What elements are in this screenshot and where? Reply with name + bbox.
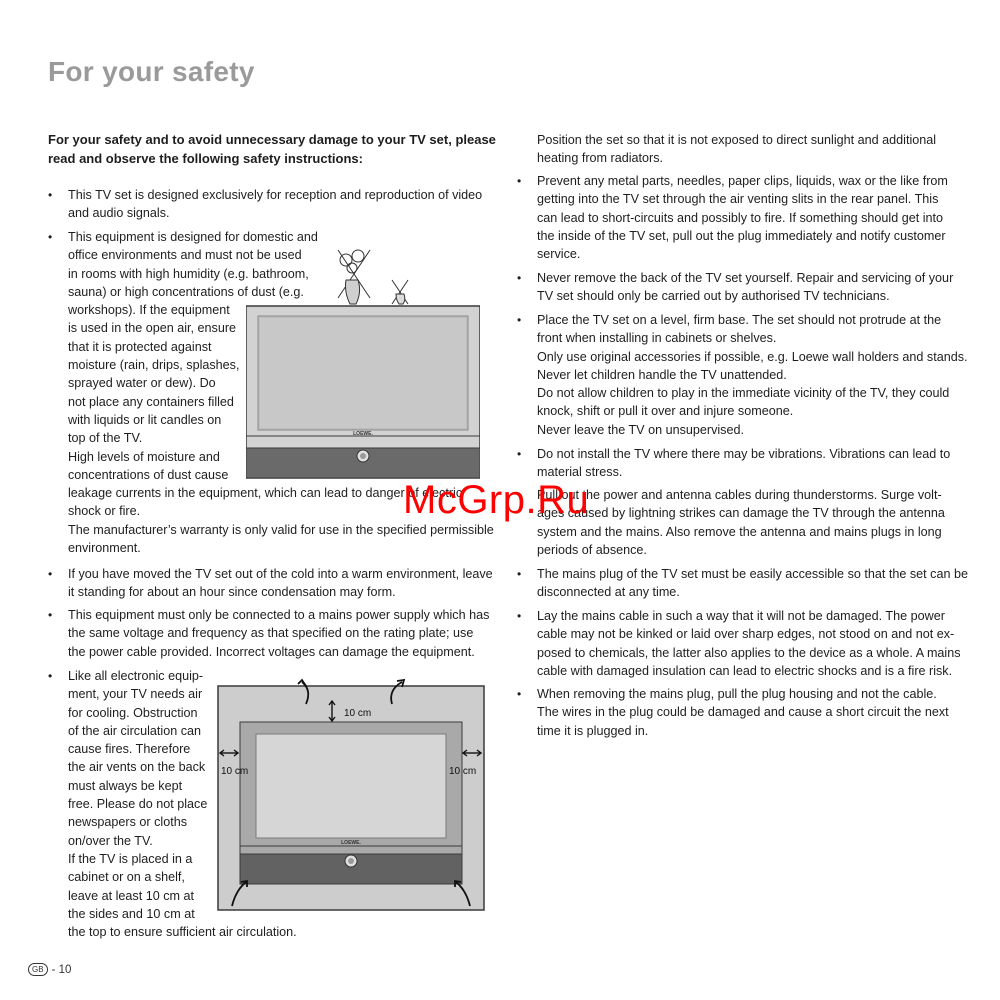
text-line: sprayed water or dew). Do: [68, 376, 216, 391]
text-line: that it is protected against: [68, 339, 212, 354]
text-line: If the TV is placed in a: [68, 851, 193, 866]
text-line: the sides and 10 cm at: [68, 906, 195, 921]
text-line: leave at least 10 cm at: [68, 888, 195, 903]
text-line: posed to chemicals, the latter also applies to the device as a whole. A mains: [537, 645, 961, 660]
right-bullet-1: [537, 172, 948, 263]
text-line: in rooms with high humidity (e.g. bathroom,: [68, 266, 309, 281]
text-line: shock or fire.: [68, 504, 141, 519]
text-line: ages caused by lightning strikes can damage the TV through the antenna: [537, 506, 945, 521]
page-footer: [28, 963, 71, 976]
vase-with-flowers-icon: [338, 250, 408, 304]
right-bullet-4: [537, 445, 950, 482]
text-line: • This equipment is designed for domestic and: [68, 230, 318, 244]
text-line: leakage currents in the equipment, which can lead to danger of electric: [68, 486, 463, 501]
text-line: High levels of moisture and: [68, 449, 220, 464]
text-line: • Pull out the power and antenna cables during thunderstorms. Surge volt-: [537, 488, 942, 502]
intro-heading: [48, 131, 496, 168]
tv-screen: [256, 734, 446, 838]
right-bullet-3: [537, 311, 968, 439]
left-bullet-4: [68, 606, 489, 661]
text-line: not place any containers filled: [68, 394, 234, 409]
text-line: • Never remove the back of the TV set yourself. Repair and servicing of your: [537, 271, 954, 285]
text-line: for cooling. Obstruction: [68, 705, 198, 720]
language-badge: GB: [28, 963, 48, 976]
text-line: newspapers or cloths: [68, 815, 188, 830]
text-line: TV set should only be carried out by authorised TV technicians.: [537, 289, 890, 304]
text-line: of the air circulation can: [68, 723, 202, 738]
text-line: on/over the TV.: [68, 833, 153, 848]
text-line: • Lay the mains cable in such a way that it will not be damaged. The power: [537, 609, 945, 623]
watermark: McGrp.Ru: [403, 478, 590, 522]
text-line: material stress.: [537, 465, 623, 480]
text-line: free. Please do not place: [68, 797, 208, 812]
right-bullet-2: [537, 269, 953, 306]
page-number: - 10: [51, 963, 72, 976]
text-line: cabinet or on a shelf,: [68, 870, 185, 885]
text-line: periods of absence.: [537, 542, 647, 557]
text-line: • This equipment must only be connected to a mains power supply which has: [68, 608, 490, 622]
text-line: service.: [537, 247, 581, 262]
text-line: workshops). If the equipment: [68, 303, 230, 318]
left-bullet-1: [68, 186, 482, 223]
text-line: can lead to short-circuits and possibly to fire. If something should get into: [537, 210, 944, 225]
text-line: The manufacturer’s warranty is only valid for use in the specified permissible: [68, 522, 494, 537]
text-line: the power cable provided. Incorrect voltages can damage the equipment.: [68, 644, 475, 659]
text-line: must always be kept: [68, 778, 183, 793]
text-line: sauna) or high concentrations of dust (e.g.: [68, 284, 304, 299]
left-bullet-3: [68, 565, 493, 602]
tv-with-vases-illustration: [246, 246, 480, 480]
intro-line: For your safety and to avoid unnecessary damage to your TV set, please: [48, 132, 496, 147]
text-line: office environments and must not be used: [68, 248, 302, 263]
text-line: the inside of the TV set, pull out the plug immediately and notify customer: [537, 228, 946, 243]
right-bullet-6: [537, 565, 968, 602]
text-line: • When removing the mains plug, pull the plug housing and not the cable.: [537, 687, 937, 701]
text-line: cable with damaged insulation can lead to electric shocks and is a fire risk.: [537, 663, 953, 678]
tv-cabinet-clearance-illustration: [216, 676, 486, 912]
text-line: cable may not be kinked or laid over sharp edges, not stood on and not ex-: [537, 627, 955, 642]
text-line: the air vents on the back: [68, 760, 206, 775]
text-line: and audio signals.: [68, 206, 170, 221]
text-line: • Place the TV set on a level, firm base. The set should not protrude at the: [537, 313, 942, 327]
clearance-right-label: 10 cm: [449, 766, 477, 777]
text-line: Only use original accessories if possible, e.g. Loewe wall holders and stands.: [537, 349, 968, 364]
text-line: getting into the TV set through the air venting slits in the rear panel. This: [537, 192, 939, 207]
text-line: environment.: [68, 541, 141, 556]
right-bullet-8: [537, 685, 949, 740]
clearance-top-label: 10 cm: [344, 708, 372, 719]
text-line: knock, shift or pull it over and injure someone.: [537, 404, 794, 419]
right-bullet-7: [537, 607, 961, 680]
text-line: system and the mains. Also remove the antenna and mains plugs in long: [537, 524, 942, 539]
tv-brand-logo: LOEWE.: [341, 840, 361, 846]
text-line: time it is plugged in.: [537, 723, 649, 738]
text-line: The wires in the plug could be damaged and cause a short circuit the next: [537, 705, 949, 720]
text-line: • If you have moved the TV set out of the cold into a warm environment, leave: [68, 567, 493, 581]
text-line: the top to ensure sufficient air circulation.: [68, 925, 297, 940]
text-line: • Prevent any metal parts, needles, paper clips, liquids, wax or the like from: [537, 174, 948, 188]
text-line: is used in the open air, ensure: [68, 321, 237, 336]
tv-brand-logo: LOEWE.: [353, 431, 373, 437]
text-line: Position the set so that it is not exposed to direct sunlight and additional: [537, 133, 937, 147]
text-line: front when installing in cabinets or shelves.: [537, 331, 777, 346]
page-title: For your safety: [48, 56, 255, 87]
text-line: with liquids or lit candles on: [68, 412, 222, 427]
text-line: • Like all electronic equip-: [68, 669, 204, 683]
text-line: it standing for about an hour since condensation may form.: [68, 585, 396, 600]
intro-line: read and observe the following safety instructions:: [48, 150, 363, 166]
text-line: • The mains plug of the TV set must be easily accessible so that the set can be: [537, 567, 968, 581]
clearance-left-label: 10 cm: [221, 766, 249, 777]
text-line: Never leave the TV on unsupervised.: [537, 422, 744, 437]
text-line: Never let children handle the TV unattended.: [537, 367, 787, 382]
text-line: • This TV set is designed exclusively for reception and reproduction of video: [68, 188, 483, 202]
right-continuation: [537, 131, 936, 168]
text-line: moisture (rain, drips, splashes,: [68, 358, 240, 373]
text-line: the same voltage and frequency as that specified on the rating plate; use: [68, 626, 474, 641]
text-line: top of the TV.: [68, 431, 143, 446]
text-line: heating from radiators.: [537, 151, 663, 166]
text-line: disconnected at any time.: [537, 585, 680, 600]
text-line: ment, your TV needs air: [68, 687, 203, 702]
text-line: • Do not install the TV where there may be vibrations. Vibrations can lead to: [537, 447, 951, 461]
text-line: Do not allow children to play in the immediate vicinity of the TV, they could: [537, 386, 950, 401]
right-bullet-5: [537, 486, 945, 559]
text-line: cause fires. Therefore: [68, 742, 191, 757]
text-line: concentrations of dust cause: [68, 467, 229, 482]
